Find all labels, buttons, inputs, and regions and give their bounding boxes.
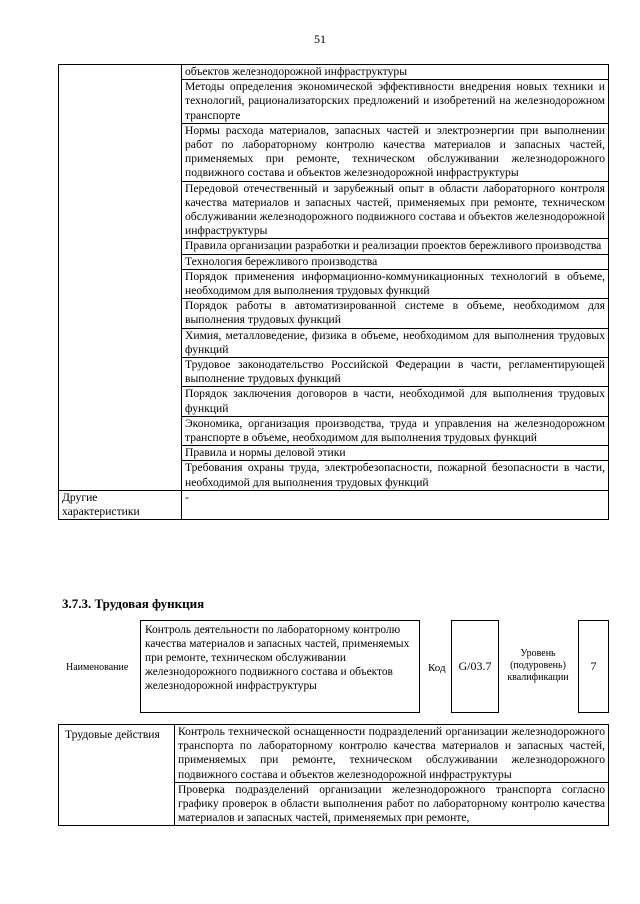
page-number: 51 — [314, 32, 326, 46]
empty-label-cell — [59, 65, 182, 491]
table-row — [59, 725, 609, 783]
section-heading: 3.7.3. Трудовая функция — [62, 596, 205, 611]
table-row — [59, 490, 609, 519]
function-name: Контроль деятельности по лабораторному контролю качества материалов и запасных частей, применяемых при ремонте, техническом обслуживании железнодорожного подвижного состава и объектов железнодорожной инфраструктуры — [140, 620, 420, 713]
other-characteristics-value: - — [182, 490, 609, 519]
other-characteristics-label: Другие характеристики — [59, 490, 182, 519]
qualification-level: 7 — [578, 620, 609, 713]
knowledge-item: Трудовое законодательство Российской Федерации в части, регламентирующей выполнение трудовых функций — [182, 358, 609, 387]
name-label: Наименование — [66, 662, 129, 673]
knowledge-item: Правила организации разработки и реализации проектов бережливого производства — [182, 239, 609, 254]
labor-actions-table — [58, 724, 609, 826]
level-label: Уровень (подуровень) квалификации — [507, 648, 569, 683]
knowledge-item: Нормы расхода материалов, запасных частей и электроэнергии при выполнении работ по лабораторному контролю качества материалов и запасных частей, применяемых при ремонте, техническом обслуживании железнодорожного подвижного состава и объектов железнодорожной инфраструктуры — [182, 123, 609, 181]
labor-action-item: Проверка подразделений организации железнодорожного транспорта согласно графику проверок в области выполнения работ по лабораторному контролю качества материалов и запасных частей, применяемых при ремонте, — [175, 782, 609, 826]
knowledge-table — [58, 64, 609, 520]
knowledge-item: Порядок заключения договоров в части, необходимой для выполнения трудовых функций — [182, 387, 609, 416]
knowledge-item: Передовой отечественный и зарубежный опыт в области лабораторного контроля качества материалов и запасных частей, применяемых при ремонте, техническом обслуживании железнодорожного подвижного состава и объектов железнодорожной инфраструктуры — [182, 181, 609, 239]
knowledge-item: Химия, металловедение, физика в объеме, необходимом для выполнения трудовых функций — [182, 328, 609, 357]
code-label: Код — [428, 662, 446, 674]
knowledge-item: Технология бережливого производства — [182, 254, 609, 269]
knowledge-item: Правила и нормы деловой этики — [182, 446, 609, 461]
knowledge-item: Порядок применения информационно-коммуникационных технологий в объеме, необходимом для выполнения трудовых функций — [182, 269, 609, 298]
knowledge-item: Методы определения экономической эффективности внедрения новых техники и технологий, рационализаторских предложений и изобретений на железнодорожном транспорте — [182, 80, 609, 124]
labor-actions-label: Трудовые действия — [59, 725, 175, 826]
function-code: G/03.7 — [451, 620, 499, 713]
knowledge-item: Порядок работы в автоматизированной системе в объеме, необходимом для выполнения трудовых функций — [182, 299, 609, 328]
knowledge-item: Экономика, организация производства, труда и управления на железнодорожном транспорте в объеме, необходимом для выполнения трудовых функций — [182, 416, 609, 445]
table-row — [59, 65, 609, 80]
knowledge-item: Требования охраны труда, электробезопасности, пожарной безопасности в части, необходимой для выполнения трудовых функций — [182, 461, 609, 490]
labor-action-item: Контроль технической оснащенности подразделений организации железнодорожного транспорта по лабораторному контролю качества материалов и запасных частей, применяемых при ремонте, техническом обслуживании железнодорожного подвижного состава и объектов железнодорожной инфраструктуры — [175, 725, 609, 783]
knowledge-item: объектов железнодорожной инфраструктуры — [182, 65, 609, 80]
